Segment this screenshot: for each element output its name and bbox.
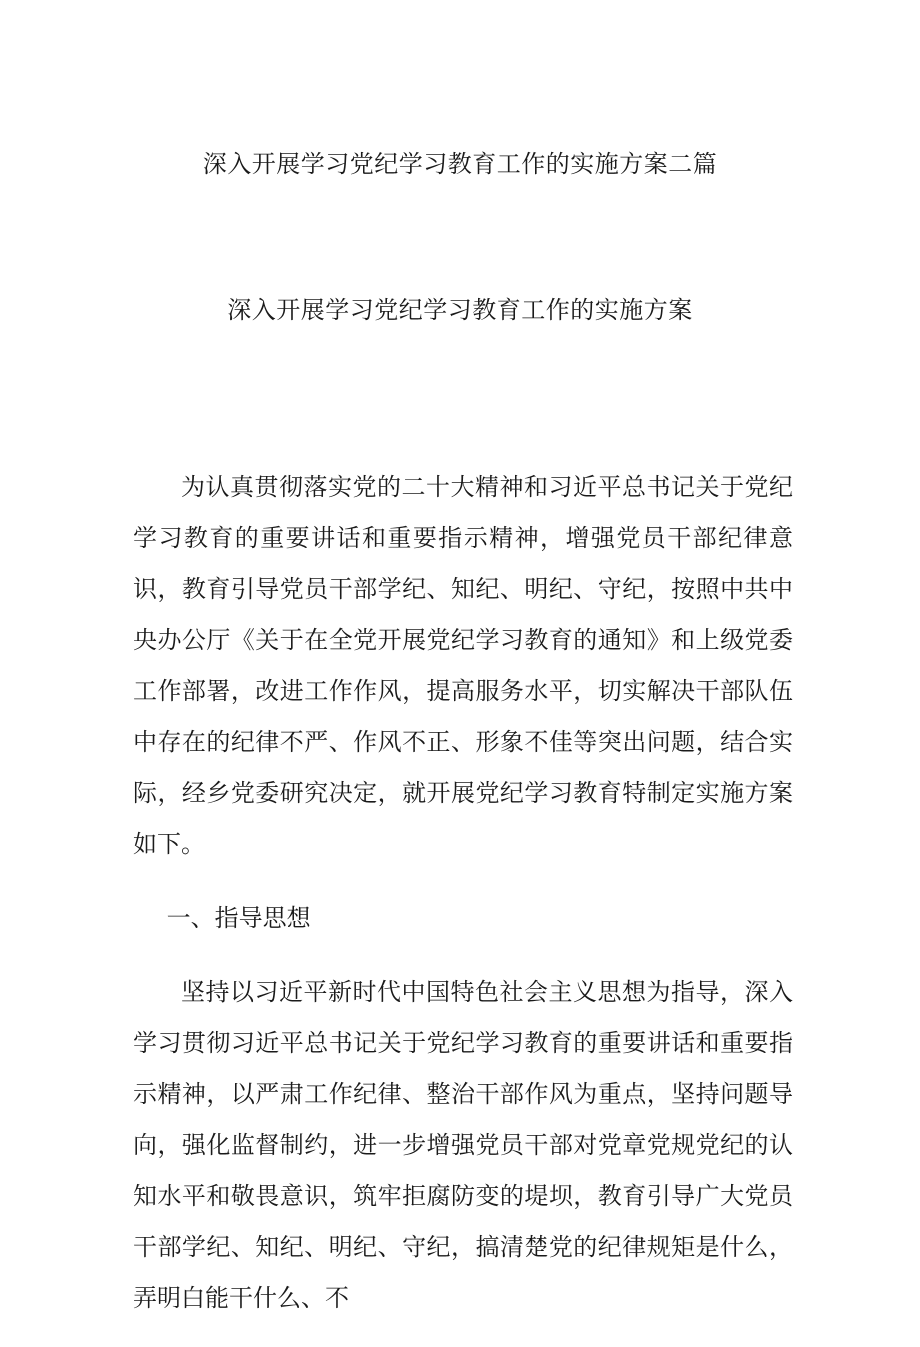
document-body (133, 462, 793, 1347)
document-subtitle: 深入开展学习党纪学习教育工作的实施方案 (227, 296, 693, 324)
document-title: 深入开展学习党纪学习教育工作的实施方案二篇 (202, 150, 718, 178)
paragraph-guiding-ideology: 坚持以习近平新时代中国特色社会主义思想为指导，深入学习贯彻习近平总书记关于党纪学习教育的重要讲话和重要指示精神，以严肃工作纪律、整治干部作风为重点，坚持问题导向，强化监督制约，进一步增强党员干部对党章党规党纪的认知水平和敬畏意识，筑牢拒腐防变的堤坝，教育引导广大党员干部学纪、知纪、明纪、守纪，搞清楚党的纪律规矩是什么，弄明白能干什么、不 (133, 978, 793, 1312)
section-heading-guiding-ideology: 一、指导思想 (166, 904, 311, 932)
paragraph-intro: 为认真贯彻落实党的二十大精神和习近平总书记关于党纪学习教育的重要讲话和重要指示精神，增强党员干部纪律意识，教育引导党员干部学纪、知纪、明纪、守纪，按照中共中央办公厅《关于在全党开展党纪学习教育的通知》和上级党委工作部署，改进工作作风，提高服务水平，切实解决干部队伍中存在的纪律不严、作风不正、形象不佳等突出问题，结合实际，经乡党委研究决定，就开展党纪学习教育特制定实施方案如下。 (133, 473, 793, 858)
